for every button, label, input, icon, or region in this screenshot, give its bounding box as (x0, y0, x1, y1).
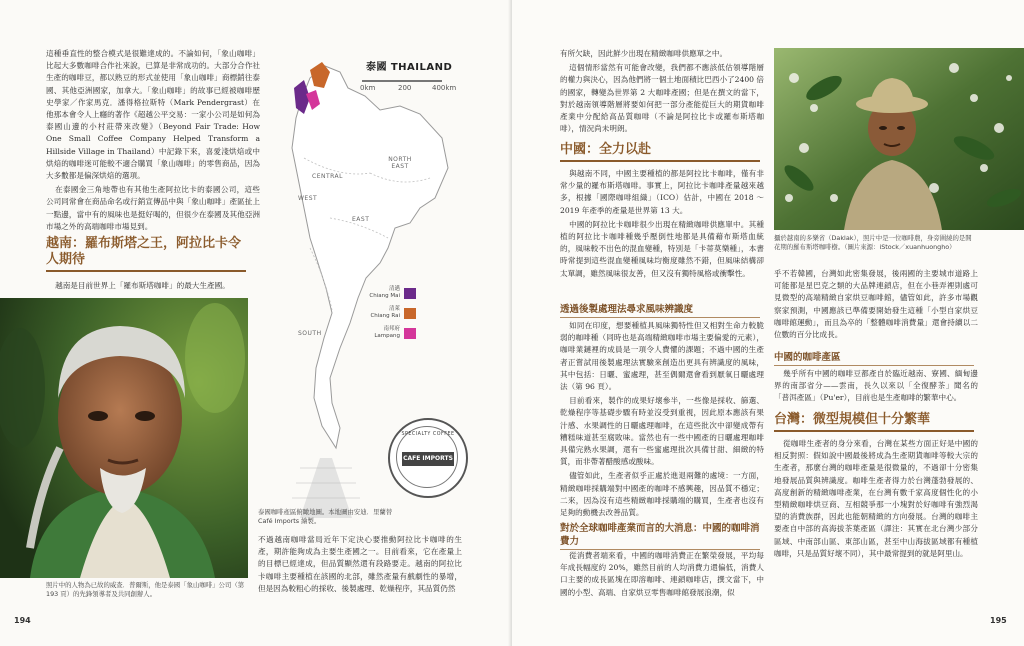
vietnam-intro (46, 280, 260, 294)
processing-text (560, 320, 764, 518)
right-page (512, 0, 1024, 646)
taiwan-paragraph: 從咖啡生產者的身分來看，台灣在某些方面正好是中國的相反對照：假如說中國最後將成為生產期貨咖啡等較大宗的生產者，那麼台灣的咖啡產量是很微量的，不過卻十分密集地發展品質與辨識度。咖啡生產者得力於台灣蓬勃發展的、高度創新的精緻咖啡產業，在台灣有數千家高度個性化的小型精緻咖啡烘豆商、互相競爭那一小塊對於好咖啡有強烈渴望的消費族群，因此也能朝精緻的方向發展。台灣的咖啡主要產自中部的高海拔茶葉產區（譯注：其實在北台灣少部分區域、中南部山區、東部山區，甚至中山海拔區域都有種植咖啡，只是品質好壞不同），其中最常提到的就是阿里山。 (774, 439, 978, 558)
legend-chiang-mai (360, 286, 400, 300)
map-title-zh: 泰國 (366, 62, 387, 73)
left-bottom-paragraph: 不過越南咖啡當局近年下定決心要推動阿拉比卡咖啡的生產，期許能夠成為主要生產國之一。目前看來，它在產量上的目標已經達成，但品質顯然還有段路要走。越南的阿拉比卡咖啡主要種植在該國的北部，雖然產量有戲劇性的暴增，但是因為較粗心的採收、後製處理、乾燥程序，其品質仍然 (258, 535, 462, 593)
china-paragraph-2: 中國的阿拉比卡咖啡很少出現在精緻咖啡供應單中。其種植的阿拉比卡咖啡種幾乎壓倒性地都是具備藉布斯塔血統的，風味較不出色的混血變種，特別是「卡蒂莫樂種」，本書時常提到這些混血變種風味均衡度雖然不錯，但風味結構卻太單調，雖然風味很友善，但又沒有獨特風格或衝擊性。 (560, 219, 764, 278)
legend-chiang-rai (360, 306, 400, 320)
scale-label-1: 200 (398, 84, 412, 92)
consumption-heading: 對於全球咖啡產業而言的大消息：中國的咖啡消費力 (560, 522, 760, 550)
taiwan-text (774, 438, 978, 590)
consumption-paragraph: 從消費者端來看，中國的咖啡消費正在繁榮發展，平均每年成長幅度約 20%，雖然目前的人均消費力還偏低，消費人口主要的成長區塊在即溶咖啡、連鎖咖啡店，撰文當下，中國的小型、高端、自家烘豆零售咖啡館發展浪潮，似 (560, 551, 764, 597)
china-consumption-continued-paragraph: 乎不若韓國，台灣如此密集發展，後兩國的主要城市道路上可能都是星巴克之類的大品牌連鎖店，但在小巷弄裡則處可見微型的高端精緻自家烘豆咖啡館，儘管如此，許多市場觀察家預測，中國應該已準備要開始發生這種「小型自家烘豆咖啡館運動」，而且為卒的「整體咖啡消費量」還會持續以二位數的百分比成長。 (774, 269, 978, 340)
page-number-right: 195 (990, 616, 1007, 625)
region-label-north-east: NORTH EAST (388, 156, 412, 170)
legend-lampang (360, 326, 400, 340)
farmer-illustration (774, 48, 1024, 230)
china-paragraph-1: 與越南不同，中國主要種植的都是阿拉比卡咖啡，僅有非常少量的羅布斯塔咖啡。事實上，阿拉比卡咖啡產量越來越多，根據「國際咖啡組織」（ICO）估計，中國在 2018 ～ 2019 年產季的產量是世界第 13 大。 (560, 169, 764, 215)
vietnam-heading: 越南：羅布斯塔之王，阿拉比卡令人期待 (46, 236, 246, 272)
region-label-central: CENTRAL (312, 173, 344, 180)
vietnam-continued-paragraph-2: 這個情形當然有可能會改變，我們都不應該低估領導階層的權力與決心，因為他們將一個土地面積比巴西小了2400 倍的國家，轉變為世界第 2 大咖啡產國；但是在撰文的當下，對於越南領導階層將要如何把一部分產能從巨大的期貨咖啡產業中分配給高品質咖啡（不論是阿拉比卡或羅布斯塔咖啡），情況尚未明朗。 (560, 63, 764, 134)
map-title-en: THAILAND (390, 62, 453, 73)
china-heading: 中國：全力以赴 (560, 142, 760, 162)
china-consumption-continued (774, 268, 978, 342)
legend-chiang-mai-zh: 清邁 (388, 286, 400, 292)
legend-chiang-mai-en: Chiang Mai (369, 293, 400, 299)
scale-label-0: 0km (360, 84, 376, 92)
scale-label-2: 400km (432, 84, 457, 92)
left-bottom-text (258, 534, 462, 616)
intro-paragraph-1: 這種垂直性的整合模式是很難達成的。不論如何，「象山咖啡」比起大多數咖啡合作社來說，已算是非常成功的。大部分合作社生產的咖啡豆，都以熟豆的形式並使用「象山咖啡」商標銷往泰國、其他亞洲國家，加拿大。「象山咖啡」的故事已經被咖啡歷史學家／作家馬克．潘得格拉斯特（Mark Pendergrast）在他那本會令人上癮的著作《超越公平交易：一家小公司是如何為泰國山邊的小村莊帶來改變》（Beyond Fair Trade: How One Small Coffee Company Helped Transform a Hillside Village in Thailand）中記錄下來，喜愛淺烘焙或中烘焙的咖啡迷可能較不適合購買「象山咖啡」的零售商品，因為大多數都是偏深烘焙的選項。 (46, 49, 260, 181)
consumption-text (560, 550, 764, 612)
thailand-map (270, 48, 506, 518)
portrait-illustration (0, 298, 248, 578)
legend-chiang-rai-en: Chiang Rai (370, 313, 400, 319)
map-caption: 泰國咖啡產區俯瞰地圖。本地圖由安迪．里蘭替 Café Imports 繪製。 (258, 508, 393, 525)
portrait-caption: 照片中的人物為已故的威查．普爾斯，他是泰國「象山咖啡」公司（第 193 頁）的先鋒領導者及共同創辦人。 (46, 581, 245, 598)
vietnam-continued-paragraph-1: 有所欠缺，因此鮮少出現在精緻咖啡供應單之中。 (560, 49, 728, 58)
intro-text-block (46, 48, 260, 230)
legend-lampang-zh: 南邦府 (383, 326, 400, 332)
region-label-east: EAST (352, 216, 370, 223)
china-region-heading: 中國的咖啡產區 (774, 352, 974, 366)
region-label-south: SOUTH (298, 330, 322, 337)
legend-lampang-en: Lampang (374, 333, 400, 339)
logo-outer-text: SPECIALTY COFFEE (401, 432, 455, 437)
logo-main-text: CAFE IMPORTS (402, 452, 454, 466)
legend-lampang-swatch (404, 328, 416, 339)
legend-chiang-rai-swatch (404, 308, 416, 319)
legend-chiang-mai-swatch (404, 288, 416, 299)
map-outline (270, 48, 506, 518)
processing-paragraph-1: 如同在印度，想要種植具風味獨特性但又相對生命力較脆弱的咖啡種（同時也是高端精緻咖啡市場主要偏愛的元素），咖啡業鏈裡的成員是一項令人費懼的課題；不過中國的生產者正嘗試用後製處理法實驗來創造出更具有辨識度的風味，其中包括：日曬、蜜處理，甚至偶爾還會看到厭氧日曬處理法（第 96 頁）。 (560, 321, 764, 392)
processing-heading: 透過後製處理法尋求風味辨識度 (560, 304, 760, 318)
china-region-paragraph: 幾乎所有中國的咖啡豆都產自於臨近越南、寮國、緬甸邊界的南部省分——雲南，長久以來以「全復酵茶」聞名的「普洱產區」（Pu'er），目前也是生產咖啡的繁華中心。 (774, 369, 978, 403)
vietnam-continued-text (560, 48, 764, 136)
region-label-west: WEST (298, 195, 318, 202)
processing-paragraph-2: 目前看來，製作的成果好壞參半，一些像是採收、篩選、乾燥程序等基礎步驟有時並沒受到重視，因此原本應該有果汁感、水果調性的日曬處理咖啡，在這些批次中卻變成帶有糟糕味道甚至腐敗味。當然也有一些中國產的日曬處理咖啡具備完熟水果調，還有一些蜜處理批次具備甘甜、細緻的特質，而非帶著醋酸感或酸味。 (560, 396, 764, 467)
intro-paragraph-2: 在泰國金三角地帶也有其他生產阿拉比卡的泰國公司，這些公司同常會在商品命名或行銷宣傳品中與「象山咖啡」產區扯上一點邊，當中有的風味也是挺好喝的，但很少在泰國及其他亞洲市場之外的高端咖啡市場見到。 (46, 185, 260, 230)
farmer-caption: 攝於越南的多樂省（Daklak），照片中是一位咖啡農，身旁圍繞的是開花期的羅布斯塔咖啡樹。（圖片來源：iStock／xuanhuongho） (774, 234, 972, 251)
portrait-photo (0, 298, 248, 578)
china-text (560, 168, 764, 296)
legend-chiang-rai-zh: 清萊 (388, 306, 400, 312)
farmer-photo (774, 48, 1024, 230)
vietnam-intro-text: 越南是目前世界上「羅布斯塔咖啡」的最大生產國。 (55, 281, 230, 290)
page-number-left: 194 (14, 616, 31, 625)
china-region-text (774, 368, 978, 406)
processing-paragraph-3: 儘管如此，生產者似乎正處於進退兩難的處境：一方面，精緻咖啡採購端對中國產的咖啡不感興趣，因品質不穩定；二來，因為沒有這些精緻咖啡採購端的購買，生產者也沒有足夠的動機去改善品質。 (560, 471, 764, 518)
taiwan-heading: 台灣：微型規模但十分繁華 (774, 412, 974, 432)
cafe-imports-logo (388, 418, 468, 498)
